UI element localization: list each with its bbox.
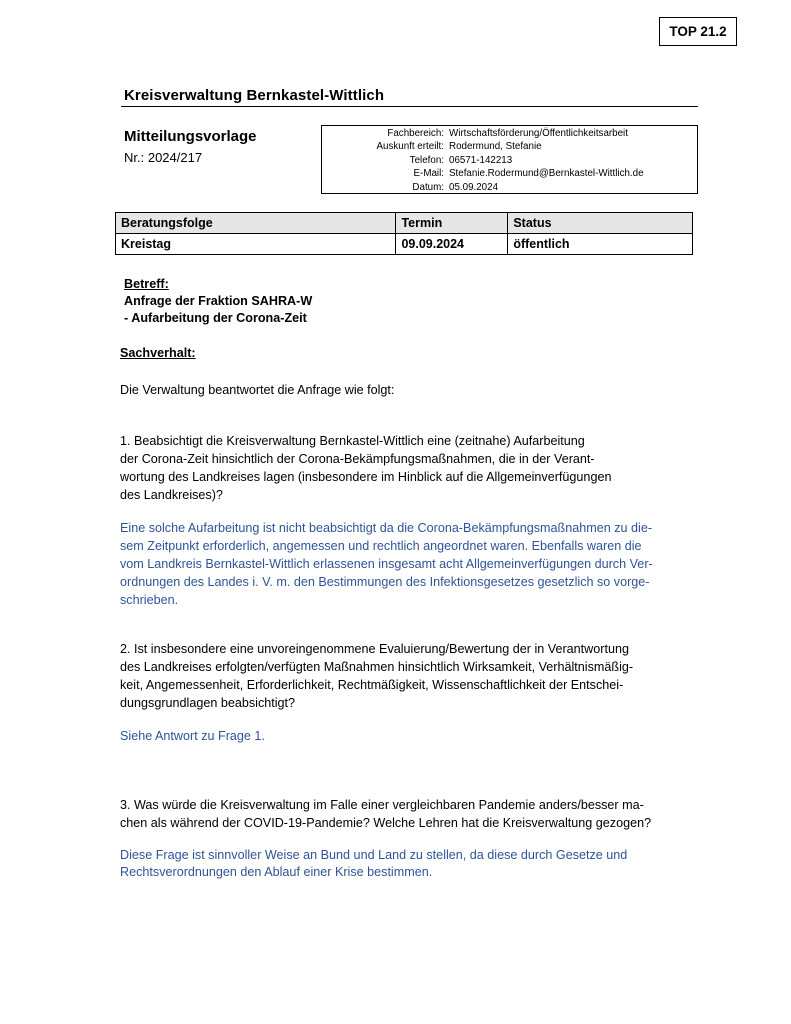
subject-line: - Aufarbeitung der Corona-Zeit [124,311,307,325]
column-header: Beratungsfolge [116,213,396,234]
info-label: E-Mail: [413,168,444,180]
answer-line: vom Landkreis Bernkastel-Wittlich erlassenen insgesamt acht Allgemeinverfügungen durch Ver- [120,557,653,571]
column-header: Status [508,213,693,234]
table-cell: öffentlich [508,234,693,255]
question-line: 2. Ist insbesondere eine unvoreingenommene Evaluierung/Bewertung der in Verantwortung [120,642,629,656]
table-cell: Kreistag [116,234,396,255]
table-header-row [116,213,693,234]
organization-name: Kreisverwaltung Bernkastel-Wittlich [124,87,385,104]
info-label: Fachbereich: [387,128,444,139]
document-type: Mitteilungsvorlage [124,128,257,145]
info-value: Rodermund, Stefanie [449,141,542,153]
info-label: Telefon: [409,154,444,166]
contact-info-box [321,125,698,194]
subject-heading: Betreff: [124,277,169,291]
column-header: Termin [396,213,508,234]
council-sequence-table [115,212,693,255]
answer-line: schrieben. [120,593,179,607]
question-line: 1. Beabsichtigt die Kreisverwaltung Bernkastel-Wittlich eine (zeitnahe) Aufarbeitung [120,434,585,448]
agenda-item-label: TOP 21.2 [659,17,737,46]
question-line: des Landkreises erfolgten/verfügten Maßnahmen hinsichtlich Wirksamkeit, Verhältnismäßig- [120,660,634,674]
question-line: wortung des Landkreises lagen (insbesondere im Hinblick auf die Allgemeinverfügungen [120,470,612,484]
info-row-phone [322,154,699,167]
subject-line: Anfrage der Fraktion SAHRA-W [124,294,313,308]
question-line: 3. Was würde die Kreisverwaltung im Falle einer vergleichbaren Pandemie anders/besser ma- [120,798,644,812]
question-line: dungsgrundlagen beabsichtigt? [120,696,296,710]
info-value: Wirtschaftsförderung/Öffentlichkeitsarbeit [449,128,628,139]
answer-line: Diese Frage ist sinnvoller Weise an Bund und Land zu stellen, da diese durch Gesetze und [120,848,628,862]
info-value: 06571-142213 [449,154,513,166]
facts-heading: Sachverhalt: [120,346,196,360]
info-value: Stefanie.Rodermund@Bernkastel-Wittlich.de [449,168,644,180]
document-number: Nr.: 2024/217 [124,150,203,165]
question-line: der Corona-Zeit hinsichtlich der Corona-Bekämpfungsmaßnahmen, die in der Verant- [120,452,595,466]
info-label: Datum: [412,181,444,193]
answer-line: Rechtsverordnungen den Ablauf einer Krise bestimmen. [120,865,433,879]
info-row-department [322,127,699,140]
header-divider [121,106,698,107]
question-line: keit, Angemessenheit, Erforderlichkeit, Rechtmäßigkeit, Wissenschaftlichkeit der Entschei- [120,678,624,692]
info-row-contact [322,140,699,153]
answer-line: Siehe Antwort zu Frage 1. [120,729,265,743]
question-line: chen als während der COVID-19-Pandemie? Welche Lehren hat die Kreisverwaltung gezogen? [120,816,652,830]
answer-line: sem Zeitpunkt erforderlich, angemessen und rechtlich angeordnet waren. Ebenfalls waren die [120,539,642,553]
answer-line: Eine solche Aufarbeitung ist nicht beabsichtigt da die Corona-Bekämpfungsmaßnahmen zu die- [120,521,653,535]
info-row-email [322,167,699,180]
table-row [116,234,693,255]
table-cell: 09.09.2024 [396,234,508,255]
question-line: des Landkreises)? [120,488,223,502]
answer-line: ordnungen des Landes i. V. m. den Bestimmungen des Infektionsgesetzes gesetzlich so vorge- [120,575,650,589]
info-value: 05.09.2024 [449,181,499,193]
info-label: Auskunft erteilt: [376,141,444,153]
facts-intro: Die Verwaltung beantwortet die Anfrage wie folgt: [120,383,395,397]
info-row-date [322,181,699,194]
